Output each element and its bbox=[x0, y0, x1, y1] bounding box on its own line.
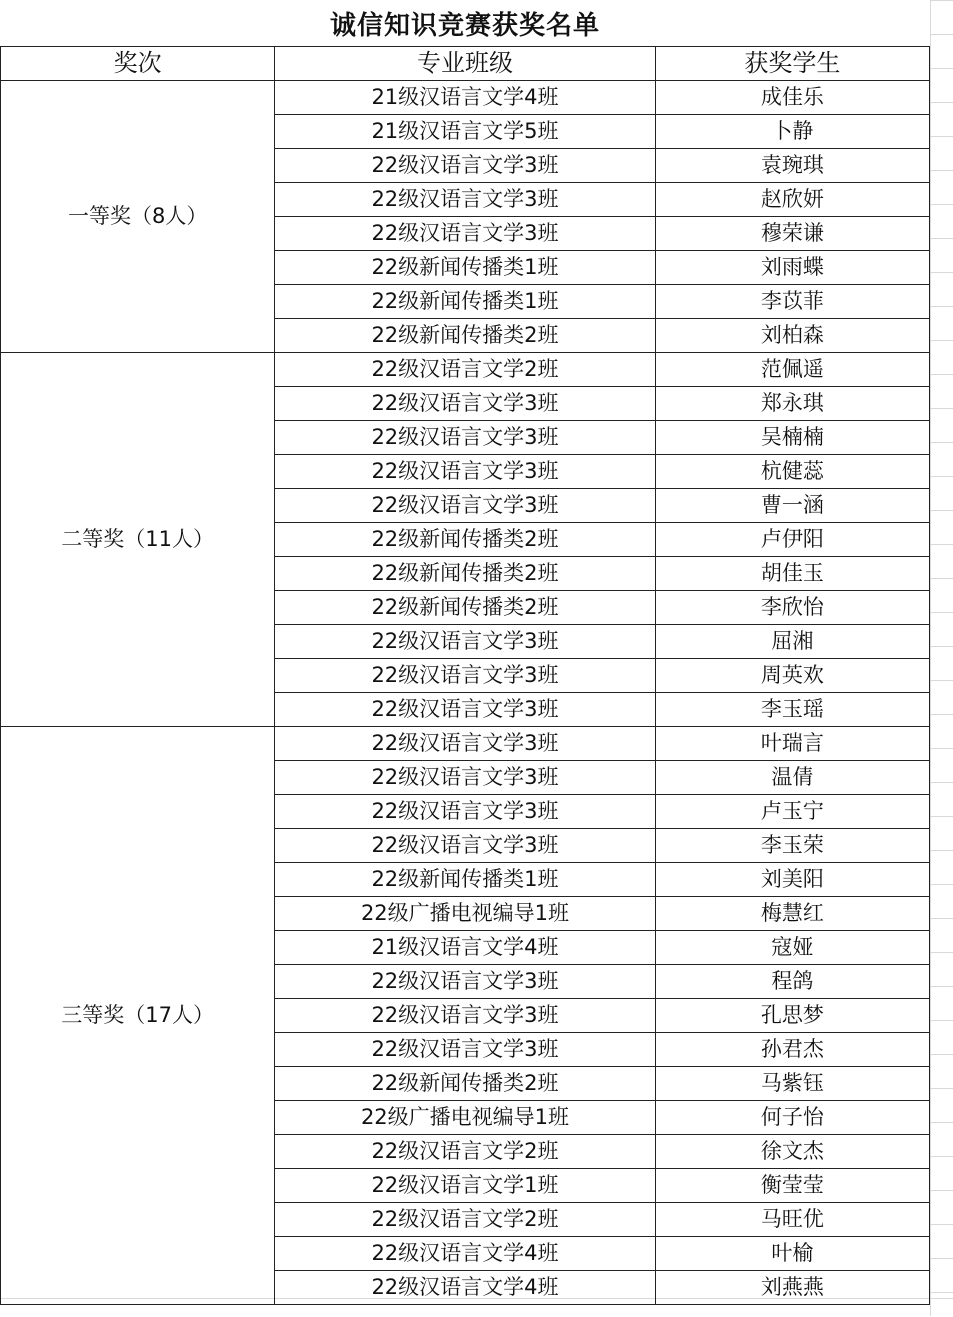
class-cell: 21级汉语言文学4班 bbox=[275, 81, 655, 115]
class-cell: 22级新闻传播类2班 bbox=[275, 1067, 655, 1101]
class-cell: 22级新闻传播类1班 bbox=[275, 863, 655, 897]
class-cell: 22级汉语言文学3班 bbox=[275, 795, 655, 829]
student-cell: 孔思梦 bbox=[655, 999, 929, 1033]
student-cell: 叶榆 bbox=[655, 1237, 929, 1271]
student-cell: 屈湘 bbox=[655, 625, 929, 659]
class-cell: 22级新闻传播类1班 bbox=[275, 285, 655, 319]
rank-cell: 二等奖（11人） bbox=[1, 353, 275, 727]
header-row bbox=[1, 47, 930, 81]
student-cell: 叶瑞言 bbox=[655, 727, 929, 761]
class-cell: 22级汉语言文学3班 bbox=[275, 183, 655, 217]
page-title: 诚信知识竞赛获奖名单 bbox=[329, 10, 600, 41]
student-cell: 李玉瑶 bbox=[655, 693, 929, 727]
class-cell: 22级汉语言文学3班 bbox=[275, 625, 655, 659]
student-cell: 卢玉宁 bbox=[655, 795, 929, 829]
class-cell: 21级汉语言文学5班 bbox=[275, 115, 655, 149]
table-row bbox=[1, 353, 930, 387]
student-cell: 吴楠楠 bbox=[655, 421, 929, 455]
student-cell: 赵欣妍 bbox=[655, 183, 929, 217]
class-cell: 22级新闻传播类2班 bbox=[275, 557, 655, 591]
student-cell: 周英欢 bbox=[655, 659, 929, 693]
student-cell: 寇娅 bbox=[655, 931, 929, 965]
class-cell: 22级汉语言文学3班 bbox=[275, 421, 655, 455]
class-cell: 22级汉语言文学3班 bbox=[275, 999, 655, 1033]
class-cell: 22级汉语言文学3班 bbox=[275, 659, 655, 693]
class-cell: 22级汉语言文学1班 bbox=[275, 1169, 655, 1203]
student-cell: 卢伊阳 bbox=[655, 523, 929, 557]
class-cell: 22级汉语言文学3班 bbox=[275, 761, 655, 795]
class-cell: 22级广播电视编导1班 bbox=[275, 897, 655, 931]
student-cell: 何子怡 bbox=[655, 1101, 929, 1135]
table-row bbox=[1, 727, 930, 761]
student-cell: 李苡菲 bbox=[655, 285, 929, 319]
student-cell: 曹一涵 bbox=[655, 489, 929, 523]
class-cell: 22级汉语言文学3班 bbox=[275, 489, 655, 523]
student-cell: 孙君杰 bbox=[655, 1033, 929, 1067]
student-cell: 成佳乐 bbox=[655, 81, 929, 115]
class-cell: 22级汉语言文学2班 bbox=[275, 353, 655, 387]
student-cell: 李玉荣 bbox=[655, 829, 929, 863]
student-cell: 袁琬琪 bbox=[655, 149, 929, 183]
class-cell: 22级汉语言文学3班 bbox=[275, 727, 655, 761]
class-cell: 22级汉语言文学3班 bbox=[275, 387, 655, 421]
class-cell: 22级新闻传播类2班 bbox=[275, 591, 655, 625]
class-cell: 22级汉语言文学3班 bbox=[275, 149, 655, 183]
student-cell: 刘雨蝶 bbox=[655, 251, 929, 285]
student-cell: 衡莹莹 bbox=[655, 1169, 929, 1203]
class-cell: 22级汉语言文学2班 bbox=[275, 1135, 655, 1169]
student-cell: 刘美阳 bbox=[655, 863, 929, 897]
student-cell: 胡佳玉 bbox=[655, 557, 929, 591]
student-cell: 梅慧红 bbox=[655, 897, 929, 931]
class-cell: 22级新闻传播类2班 bbox=[275, 523, 655, 557]
class-cell: 22级汉语言文学3班 bbox=[275, 217, 655, 251]
award-table bbox=[0, 46, 930, 1305]
student-cell: 李欣怡 bbox=[655, 591, 929, 625]
class-cell: 22级新闻传播类1班 bbox=[275, 251, 655, 285]
class-cell: 22级汉语言文学3班 bbox=[275, 829, 655, 863]
header-rank: 奖次 bbox=[1, 47, 275, 81]
class-cell: 22级汉语言文学4班 bbox=[275, 1237, 655, 1271]
student-cell: 郑永琪 bbox=[655, 387, 929, 421]
rank-cell: 三等奖（17人） bbox=[1, 727, 275, 1305]
class-cell: 21级汉语言文学4班 bbox=[275, 931, 655, 965]
header-student: 获奖学生 bbox=[655, 47, 929, 81]
class-cell: 22级汉语言文学3班 bbox=[275, 965, 655, 999]
student-cell: 刘柏森 bbox=[655, 319, 929, 353]
class-cell: 22级汉语言文学4班 bbox=[275, 1271, 655, 1305]
table-row bbox=[1, 81, 930, 115]
header-class: 专业班级 bbox=[275, 47, 655, 81]
student-cell: 温倩 bbox=[655, 761, 929, 795]
class-cell: 22级广播电视编导1班 bbox=[275, 1101, 655, 1135]
class-cell: 22级汉语言文学3班 bbox=[275, 1033, 655, 1067]
student-cell: 范佩遥 bbox=[655, 353, 929, 387]
student-cell: 刘燕燕 bbox=[655, 1271, 929, 1305]
class-cell: 22级汉语言文学2班 bbox=[275, 1203, 655, 1237]
student-cell: 卜静 bbox=[655, 115, 929, 149]
student-cell: 程鸽 bbox=[655, 965, 929, 999]
class-cell: 22级汉语言文学3班 bbox=[275, 693, 655, 727]
student-cell: 马紫钰 bbox=[655, 1067, 929, 1101]
class-cell: 22级新闻传播类2班 bbox=[275, 319, 655, 353]
award-table-body bbox=[1, 81, 930, 1305]
student-cell: 徐文杰 bbox=[655, 1135, 929, 1169]
student-cell: 马旺优 bbox=[655, 1203, 929, 1237]
class-cell: 22级汉语言文学3班 bbox=[275, 455, 655, 489]
student-cell: 穆荣谦 bbox=[655, 217, 929, 251]
student-cell: 杭健蕊 bbox=[655, 455, 929, 489]
rank-cell: 一等奖（8人） bbox=[1, 81, 275, 353]
spreadsheet-gridlines bbox=[930, 0, 953, 1316]
